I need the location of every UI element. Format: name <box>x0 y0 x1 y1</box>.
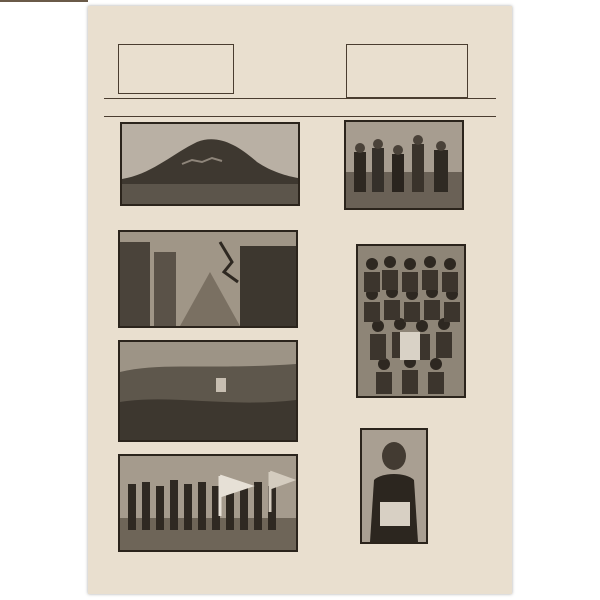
masthead-title <box>234 50 354 76</box>
caption-lower-right <box>296 366 344 416</box>
photo-crowd-flags <box>118 454 298 552</box>
caption-mid-right <box>296 258 342 312</box>
photo-ruined-street <box>118 230 298 328</box>
photo-portrait-man <box>360 428 428 544</box>
photo-landscape <box>118 340 298 442</box>
caption-crowd-flags <box>298 474 352 534</box>
caption-portrait-side <box>428 434 476 534</box>
photo-group-soldiers <box>344 120 464 210</box>
newspaper-page <box>88 6 512 594</box>
header-rule <box>104 98 496 99</box>
caption-group-soldiers <box>320 212 468 234</box>
subtitle-rule <box>104 116 496 117</box>
header-left-box <box>118 44 234 94</box>
scan-edge <box>0 0 88 2</box>
header-right-box <box>346 44 468 98</box>
photo-hill-city <box>120 122 300 206</box>
photo-class-group <box>356 244 466 398</box>
